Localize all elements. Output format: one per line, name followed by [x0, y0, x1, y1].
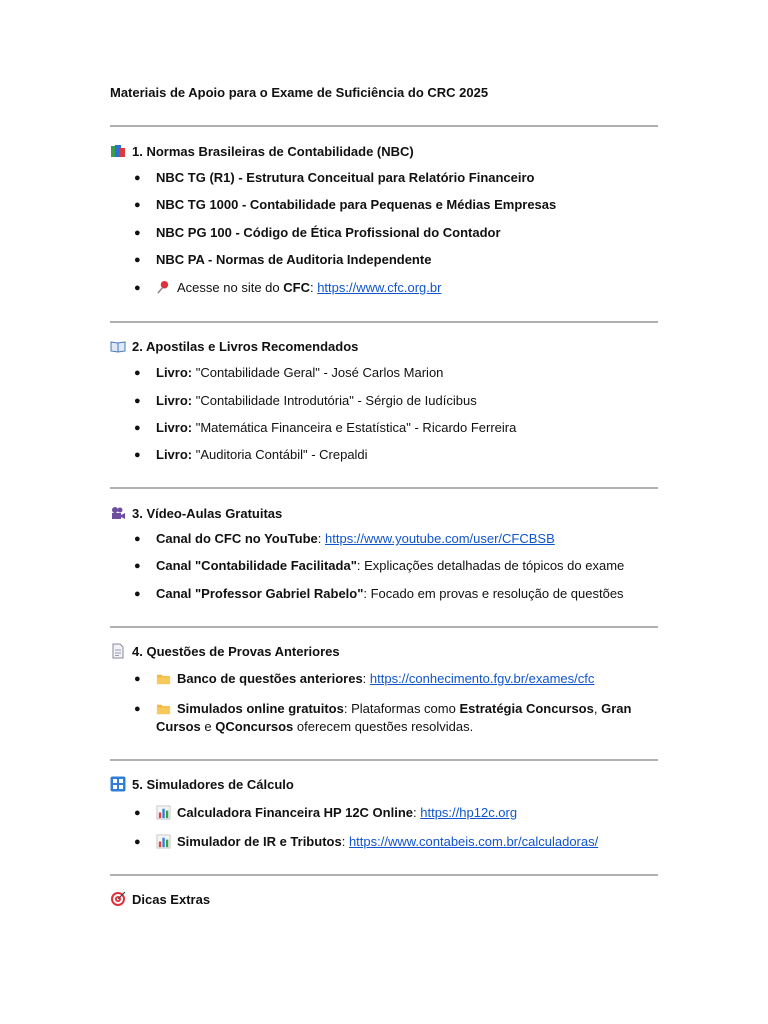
divider [110, 125, 658, 127]
section-heading-nbc: 1. Normas Brasileiras de Contabilidade (NBC) [110, 143, 414, 159]
list-item: ● Canal "Contabilidade Facilitada": Explicações detalhadas de tópicos do exame [134, 558, 625, 573]
section-heading-simulators: 5. Simuladores de Cálculo [110, 776, 294, 792]
divider [110, 321, 658, 323]
folder-icon [156, 701, 171, 716]
divider [110, 626, 658, 628]
section-heading-questions: 4. Questões de Provas Anteriores [110, 643, 340, 659]
divider [110, 487, 658, 489]
list-item: ● Canal do CFC no YouTube: https://www.youtube.com/user/CFCBSB [134, 531, 555, 546]
list-item: ● Canal "Professor Gabriel Rabelo": Focado em provas e resolução de questões [134, 586, 624, 601]
open-book-icon [110, 338, 126, 354]
bar-chart-icon [156, 834, 171, 849]
section-heading-extra-tips: Dicas Extras [110, 891, 210, 907]
list-item: ● NBC TG (R1) - Estrutura Conceitual para Relatório Financeiro [134, 170, 535, 185]
list-item: ● Livro: "Auditoria Contábil" - Crepaldi [134, 447, 368, 462]
list-item: ● NBC PG 100 - Código de Ética Profissional do Contador [134, 225, 501, 240]
list-item: ● Livro: "Contabilidade Geral" - José Carlos Marion [134, 365, 444, 380]
youtube-cfc-link[interactable]: https://www.youtube.com/user/CFCBSB [325, 531, 555, 546]
list-item: ● Livro: "Contabilidade Introdutória" - Sérgio de Iudícibus [134, 393, 477, 408]
list-item: ● Banco de questões anteriores: https://conhecimento.fgv.br/exames/cfc [134, 671, 595, 686]
section-heading-books: 2. Apostilas e Livros Recomendados [110, 338, 358, 354]
bar-chart-icon [156, 805, 171, 820]
target-icon [110, 891, 126, 907]
divider [110, 874, 658, 876]
document-title: Materiais de Apoio para o Exame de Suficiência do CRC 2025 [110, 85, 489, 100]
contabeis-calculators-link[interactable]: https://www.contabeis.com.br/calculadoras/ [348, 834, 599, 849]
list-item: ● NBC TG 1000 - Contabilidade para Pequenas e Médias Empresas [134, 197, 557, 212]
list-item: ● Simulados online gratuitos: Plataformas como Estratégia Concursos, Gran Cursos e QConcursos oferecem questões resolvidas. [134, 701, 632, 734]
list-item: ● Acesse no site do CFC: https://www.cfc.org.br [134, 280, 442, 295]
books-icon [110, 143, 126, 159]
numbers-icon [110, 776, 126, 792]
list-item: ● Livro: "Matemática Financeira e Estatística" - Ricardo Ferreira [134, 420, 517, 435]
list-item: ● Calculadora Financeira HP 12C Online: https://hp12c.org [134, 805, 518, 820]
cfc-site-link[interactable]: https://www.cfc.org.br [317, 280, 442, 295]
section-heading-video: 3. Vídeo-Aulas Gratuitas [110, 505, 282, 521]
divider [110, 759, 658, 761]
list-item: ● Simulador de IR e Tributos: https://www.contabeis.com.br/calculadoras/ [134, 834, 599, 849]
list-item: ● NBC PA - Normas de Auditoria Independente [134, 252, 432, 267]
movie-camera-icon [110, 505, 126, 521]
page-icon [110, 643, 126, 659]
folder-icon [156, 671, 171, 686]
pushpin-icon [156, 280, 171, 295]
hp12c-link[interactable]: https://hp12c.org [420, 805, 518, 820]
fgv-exams-link[interactable]: https://conhecimento.fgv.br/exames/cfc [369, 671, 595, 686]
